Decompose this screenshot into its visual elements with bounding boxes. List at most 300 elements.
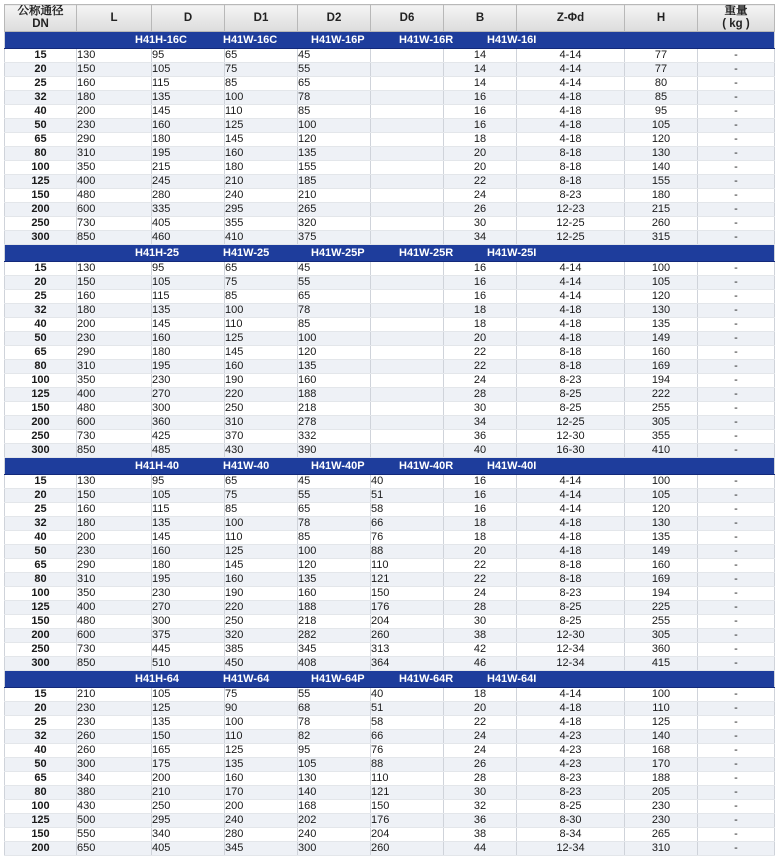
table-cell: 100 (625, 688, 698, 702)
table-cell: 40 (371, 688, 444, 702)
table-cell: 310 (77, 147, 152, 161)
table-cell: - (698, 360, 775, 374)
table-cell: 25 (5, 77, 77, 91)
table-cell: 88 (371, 545, 444, 559)
table-row (5, 629, 775, 643)
table-cell: 8-18 (517, 573, 625, 587)
table-cell: - (698, 203, 775, 217)
table-cell: 8-18 (517, 559, 625, 573)
table-cell: 85 (298, 105, 371, 119)
table-row (5, 175, 775, 189)
table-cell: 4-18 (517, 91, 625, 105)
table-cell: 270 (152, 601, 225, 615)
table-cell: 240 (225, 814, 298, 828)
table-cell (371, 290, 444, 304)
table-cell: 415 (625, 657, 698, 671)
model-cell (5, 671, 775, 688)
table-cell: 160 (298, 587, 371, 601)
model-label: H41W-25 (223, 247, 270, 259)
weight-header (698, 5, 775, 32)
model-cell (5, 32, 775, 49)
table-row (5, 545, 775, 559)
table-cell: 24 (444, 189, 517, 203)
table-cell: 78 (298, 91, 371, 105)
table-cell: 68 (298, 702, 371, 716)
table-cell: 40 (371, 475, 444, 489)
table-cell: 160 (152, 119, 225, 133)
table-cell: 305 (625, 629, 698, 643)
table-cell: 180 (77, 91, 152, 105)
table-cell: - (698, 133, 775, 147)
table-cell: 110 (225, 531, 298, 545)
table-cell: 50 (5, 545, 77, 559)
table-cell: 160 (298, 374, 371, 388)
table-cell (371, 402, 444, 416)
table-cell: 350 (77, 374, 152, 388)
table-cell: 18 (444, 133, 517, 147)
table-cell: 50 (5, 758, 77, 772)
table-cell: 22 (444, 716, 517, 730)
table-cell: 410 (625, 444, 698, 458)
model-label: H41W-40R (399, 460, 454, 472)
table-cell: 36 (444, 430, 517, 444)
table-cell: 12-30 (517, 430, 625, 444)
table-cell: 278 (298, 416, 371, 430)
table-cell: 150 (77, 276, 152, 290)
table-cell: 315 (625, 231, 698, 245)
table-cell: 40 (5, 318, 77, 332)
table-cell: 80 (5, 573, 77, 587)
table-cell: - (698, 475, 775, 489)
table-cell: 115 (152, 290, 225, 304)
table-cell: 75 (225, 276, 298, 290)
table-cell: - (698, 531, 775, 545)
table-cell: 14 (444, 77, 517, 91)
table-cell: 12-34 (517, 657, 625, 671)
table-cell: 480 (77, 189, 152, 203)
table-row (5, 828, 775, 842)
table-row (5, 147, 775, 161)
model-label: H41W-64 (223, 673, 270, 685)
table-cell: 380 (77, 786, 152, 800)
table-cell: 202 (298, 814, 371, 828)
table-cell: 65 (5, 559, 77, 573)
table-cell: 160 (77, 503, 152, 517)
table-cell: 850 (77, 444, 152, 458)
table-cell: - (698, 105, 775, 119)
table-cell: 16-30 (517, 444, 625, 458)
table-cell: 58 (371, 503, 444, 517)
table-cell: - (698, 800, 775, 814)
model-row (5, 671, 775, 688)
table-cell: 450 (225, 657, 298, 671)
table-row (5, 657, 775, 671)
table-cell: 400 (77, 175, 152, 189)
table-cell: - (698, 91, 775, 105)
table-cell: - (698, 416, 775, 430)
table-cell (371, 105, 444, 119)
table-cell: - (698, 402, 775, 416)
table-row (5, 276, 775, 290)
model-label: H41W-16R (399, 34, 454, 46)
table-cell: 15 (5, 49, 77, 63)
table-cell: 250 (5, 430, 77, 444)
table-cell: 8-23 (517, 189, 625, 203)
table-cell: 18 (444, 517, 517, 531)
table-cell: - (698, 643, 775, 657)
table-cell: 15 (5, 475, 77, 489)
table-cell: 105 (625, 276, 698, 290)
table-cell: 4-18 (517, 702, 625, 716)
table-cell: 4-18 (517, 105, 625, 119)
table-cell: 20 (444, 545, 517, 559)
table-cell: 100 (625, 262, 698, 276)
col-header-d1: D1 (225, 5, 298, 32)
table-cell: 130 (77, 49, 152, 63)
table-cell: 4-23 (517, 730, 625, 744)
table-cell: 40 (5, 531, 77, 545)
table-cell: 250 (225, 402, 298, 416)
table-cell: 65 (5, 772, 77, 786)
table-cell: 149 (625, 332, 698, 346)
table-cell: 16 (444, 105, 517, 119)
table-cell: 730 (77, 643, 152, 657)
table-cell (371, 430, 444, 444)
table-cell: 4-14 (517, 77, 625, 91)
table-cell: 20 (5, 489, 77, 503)
table-cell: - (698, 730, 775, 744)
table-cell: 145 (152, 531, 225, 545)
table-cell: 125 (225, 332, 298, 346)
table-cell: - (698, 388, 775, 402)
table-cell: 20 (444, 332, 517, 346)
model-label: H41W-25R (399, 247, 454, 259)
table-row (5, 730, 775, 744)
table-cell (371, 374, 444, 388)
table-cell: 200 (77, 105, 152, 119)
table-cell: 145 (225, 559, 298, 573)
table-cell: 8-23 (517, 374, 625, 388)
table-cell: 55 (298, 276, 371, 290)
table-cell: 360 (625, 643, 698, 657)
table-cell: 200 (5, 629, 77, 643)
table-cell: 16 (444, 489, 517, 503)
table-cell: 24 (444, 374, 517, 388)
table-cell: - (698, 814, 775, 828)
table-cell: 140 (298, 786, 371, 800)
table-cell: 130 (625, 517, 698, 531)
table-cell: - (698, 786, 775, 800)
table-cell: - (698, 304, 775, 318)
table-cell: 30 (444, 402, 517, 416)
table-cell (371, 133, 444, 147)
table-cell: 145 (152, 318, 225, 332)
weight-header-cn: 重量 (724, 5, 748, 17)
table-row (5, 643, 775, 657)
table-cell: 150 (77, 489, 152, 503)
table-row (5, 388, 775, 402)
table-cell: 135 (152, 716, 225, 730)
table-cell: 34 (444, 231, 517, 245)
table-cell: 194 (625, 587, 698, 601)
table-row (5, 332, 775, 346)
table-cell: 169 (625, 360, 698, 374)
table-cell (371, 360, 444, 374)
table-cell: 110 (371, 559, 444, 573)
table-row (5, 744, 775, 758)
table-cell: 45 (298, 262, 371, 276)
table-cell: 16 (444, 290, 517, 304)
table-cell: - (698, 231, 775, 245)
table-cell: 180 (77, 517, 152, 531)
table-cell: 4-18 (517, 332, 625, 346)
table-cell: - (698, 615, 775, 629)
table-cell: 110 (625, 702, 698, 716)
table-cell: 135 (298, 573, 371, 587)
table-cell: 135 (225, 758, 298, 772)
table-cell: - (698, 63, 775, 77)
table-cell (371, 91, 444, 105)
table-cell (371, 346, 444, 360)
table-cell: 32 (5, 91, 77, 105)
table-cell: 218 (298, 402, 371, 416)
table-cell: 105 (152, 688, 225, 702)
table-cell: 110 (225, 318, 298, 332)
model-list (5, 671, 774, 687)
model-cell (5, 458, 775, 475)
table-cell: 4-18 (517, 318, 625, 332)
table-cell: 100 (225, 716, 298, 730)
table-cell (371, 332, 444, 346)
table-cell: 12-34 (517, 842, 625, 856)
table-cell: 230 (77, 545, 152, 559)
table-cell: 405 (152, 217, 225, 231)
table-cell: 150 (5, 189, 77, 203)
table-row (5, 814, 775, 828)
table-row (5, 402, 775, 416)
table-cell: 150 (77, 63, 152, 77)
table-cell: - (698, 430, 775, 444)
table-cell: 205 (625, 786, 698, 800)
group-1 (5, 245, 775, 458)
table-cell: 78 (298, 517, 371, 531)
table-cell: 76 (371, 744, 444, 758)
table-cell: 600 (77, 416, 152, 430)
table-cell: 650 (77, 842, 152, 856)
table-cell: 305 (625, 416, 698, 430)
table-cell: 32 (444, 800, 517, 814)
table-cell: 78 (298, 716, 371, 730)
table-cell: 260 (625, 217, 698, 231)
table-cell: - (698, 318, 775, 332)
table-cell: 8-18 (517, 161, 625, 175)
table-cell: 12-25 (517, 416, 625, 430)
table-cell: - (698, 517, 775, 531)
table-cell: - (698, 601, 775, 615)
table-cell: 145 (152, 105, 225, 119)
table-cell: 95 (152, 49, 225, 63)
table-cell: 230 (152, 587, 225, 601)
table-cell: 230 (77, 716, 152, 730)
table-row (5, 346, 775, 360)
table-cell: 65 (225, 475, 298, 489)
table-cell: 310 (625, 842, 698, 856)
table-row (5, 786, 775, 800)
table-cell: 95 (152, 262, 225, 276)
table-cell: - (698, 657, 775, 671)
table-cell: 22 (444, 573, 517, 587)
table-row (5, 758, 775, 772)
table-cell: 160 (152, 332, 225, 346)
table-cell: 85 (298, 318, 371, 332)
header-row (5, 5, 775, 32)
table-cell: - (698, 374, 775, 388)
table-cell: 42 (444, 643, 517, 657)
table-cell: 12-23 (517, 203, 625, 217)
table-row (5, 573, 775, 587)
table-cell: 4-14 (517, 276, 625, 290)
table-cell: 120 (625, 503, 698, 517)
table-row (5, 517, 775, 531)
table-cell: 260 (371, 629, 444, 643)
table-cell: 204 (371, 615, 444, 629)
table-cell: 55 (298, 688, 371, 702)
table-cell: 77 (625, 63, 698, 77)
table-cell: 345 (298, 643, 371, 657)
table-cell: 300 (5, 444, 77, 458)
table-cell: 290 (77, 133, 152, 147)
group-3 (5, 671, 775, 856)
table-cell: 210 (77, 688, 152, 702)
table-cell: - (698, 262, 775, 276)
table-row (5, 601, 775, 615)
table-cell: 195 (152, 147, 225, 161)
table-cell: 300 (152, 615, 225, 629)
table-cell: 176 (371, 601, 444, 615)
table-cell: 105 (152, 276, 225, 290)
table-cell: 100 (225, 91, 298, 105)
table-cell: 230 (77, 119, 152, 133)
table-cell: 125 (5, 601, 77, 615)
table-cell: 28 (444, 601, 517, 615)
table-cell: 8-18 (517, 346, 625, 360)
table-cell: 40 (5, 744, 77, 758)
table-cell: 160 (152, 545, 225, 559)
table-cell: 100 (225, 304, 298, 318)
table-row (5, 290, 775, 304)
table-cell: - (698, 119, 775, 133)
table-cell: 188 (298, 388, 371, 402)
table-cell: 85 (625, 91, 698, 105)
table-cell (371, 175, 444, 189)
table-cell: 290 (77, 559, 152, 573)
table-cell: 180 (152, 559, 225, 573)
table-cell: 730 (77, 430, 152, 444)
table-cell: 188 (298, 601, 371, 615)
table-cell: 125 (152, 702, 225, 716)
table-cell (371, 203, 444, 217)
table-cell: 65 (225, 262, 298, 276)
table-cell: 135 (152, 304, 225, 318)
table-cell: 145 (225, 346, 298, 360)
model-list (5, 458, 774, 474)
table-cell: 110 (371, 772, 444, 786)
table-cell (371, 63, 444, 77)
model-label: H41W-64R (399, 673, 454, 685)
table-cell: 160 (625, 559, 698, 573)
table-cell: 18 (444, 304, 517, 318)
table-cell: 550 (77, 828, 152, 842)
table-cell (371, 49, 444, 63)
table-cell: 4-14 (517, 475, 625, 489)
table-cell: 200 (5, 203, 77, 217)
table-cell: 210 (225, 175, 298, 189)
table-cell: 140 (625, 161, 698, 175)
table-cell: 170 (625, 758, 698, 772)
table-cell: 4-23 (517, 758, 625, 772)
table-cell: 180 (625, 189, 698, 203)
table-cell (371, 416, 444, 430)
table-row (5, 559, 775, 573)
table-cell: 345 (225, 842, 298, 856)
table-cell: 215 (152, 161, 225, 175)
table-row (5, 133, 775, 147)
model-label: H41W-64I (487, 673, 537, 685)
table-cell: 310 (77, 360, 152, 374)
table-cell: - (698, 702, 775, 716)
table-cell: 185 (298, 175, 371, 189)
table-cell: 80 (5, 147, 77, 161)
table-row (5, 842, 775, 856)
table-cell: 65 (5, 346, 77, 360)
table-cell: 80 (5, 360, 77, 374)
model-label: H41W-40P (311, 460, 365, 472)
table-cell: 168 (625, 744, 698, 758)
model-label: H41H-25 (135, 247, 180, 259)
table-cell: 200 (225, 800, 298, 814)
table-cell: 16 (444, 91, 517, 105)
table-cell: 120 (298, 133, 371, 147)
table-cell (371, 189, 444, 203)
table-cell: 95 (152, 475, 225, 489)
model-label: H41W-25P (311, 247, 365, 259)
table-cell: 8-25 (517, 615, 625, 629)
table-cell: - (698, 503, 775, 517)
table-cell (371, 276, 444, 290)
table-cell: - (698, 189, 775, 203)
table-cell: 335 (152, 203, 225, 217)
table-cell: 115 (152, 503, 225, 517)
table-cell: 16 (444, 475, 517, 489)
table-cell: 100 (5, 161, 77, 175)
table-cell: 210 (152, 786, 225, 800)
table-cell: 85 (298, 531, 371, 545)
table-cell: 16 (444, 503, 517, 517)
table-cell: 4-18 (517, 133, 625, 147)
table-cell: 230 (77, 702, 152, 716)
table-row (5, 503, 775, 517)
col-header-b: B (444, 5, 517, 32)
table-cell: 77 (625, 49, 698, 63)
table-cell: 100 (5, 374, 77, 388)
table-cell (371, 444, 444, 458)
table-cell: 176 (371, 814, 444, 828)
table-cell: 4-14 (517, 290, 625, 304)
table-cell: 34 (444, 416, 517, 430)
table-cell: - (698, 147, 775, 161)
col-header-d: D (152, 5, 225, 32)
model-label: H41H-40 (135, 460, 180, 472)
